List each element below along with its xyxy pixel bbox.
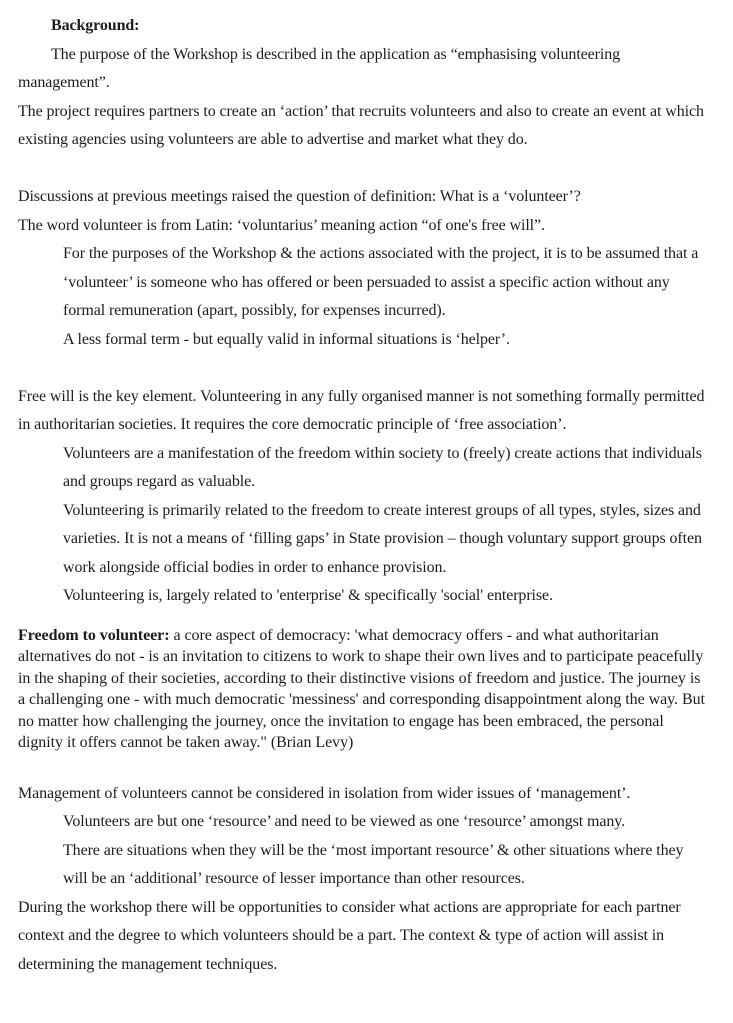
paragraph-freedom-quote xyxy=(18,625,711,754)
paragraph-project: The project requires partners to create an ‘action’ that recruits volunteers and also to create an event at which existing agencies using volunteers are able to advertise and market what they do. xyxy=(18,102,704,148)
paragraph-freewill: Free will is the key element. Volunteering in any fully organised manner is not something formally permitted in authoritarian societies. It requires the core democratic principle of ‘free association’. xyxy=(18,387,705,433)
freedom-quote-lead: Freedom to volunteer: xyxy=(18,626,170,644)
paragraph-helper: A less formal term - but equally valid in informal situations is ‘helper’. xyxy=(63,330,510,348)
paragraph-purposes: For the purposes of the Workshop & the actions associated with the project, it is to be assumed that a ‘volunteer’ is someone who has offered or been persuaded to assist a specific action without any formal remuneration (apart, possibly, for expenses incurred). xyxy=(63,245,699,319)
paragraph-background-heading xyxy=(18,12,711,41)
paragraph-purpose: The purpose of the Workshop is described in the application as “emphasising volunteering management”. xyxy=(18,45,621,91)
freedom-quote-body: a core aspect of democracy: 'what democracy offers - and what authoritarian alternatives do not - is an invitation to citizens to work to shape their own lives and to participate peacefully in the shaping of their societies, according to their distinctive visions of freedom and justice. The journey is a challenging one - with much democratic 'messiness' and corresponding disappointment along the way. But no matter how challenging the journey, once the invitation to engage has been embraced, the personal dignity it offers cannot be taken away." (Brian Levy) xyxy=(18,626,705,751)
paragraph-discussions: Discussions at previous meetings raised the question of definition: What is a ‘volunteer’? xyxy=(18,188,581,205)
paragraph-manifestation: Volunteers are a manifestation of the freedom within society to (freely) create actions that individuals and groups regard as valuable. xyxy=(63,444,702,490)
paragraph-enterprise: Volunteering is, largely related to 'enterprise' & specifically 'social' enterprise. xyxy=(63,587,553,604)
paragraph-resource: Volunteers are but one ‘resource’ and need to be viewed as one ‘resource’ amongst many. xyxy=(63,813,626,830)
paragraph-interest-groups: Volunteering is primarily related to the freedom to create interest groups of all types, styles, sizes and varieties. It is not a means of ‘filling gaps’ in State provision – though voluntary support groups often work alongside official bodies in order to enhance provision. xyxy=(63,501,702,576)
paragraph-during-workshop: During the workshop there will be opportunities to consider what actions are appropriate for each partner context and the degree to which volunteers should be a part. The context & type of action will assist in determining the management techniques. xyxy=(18,898,681,973)
paragraph-latin: The word volunteer is from Latin: ‘voluntarius’ meaning action “of one's free will”. xyxy=(18,216,545,234)
paragraph-situations: There are situations when they will be the ‘most important resource’ & other situations where they will be an ‘additional’ resource of lesser importance than other resources. xyxy=(63,841,684,887)
background-heading-text: Background: xyxy=(51,17,140,34)
paragraph-management: Management of volunteers cannot be considered in isolation from wider issues of ‘management’. xyxy=(18,784,631,802)
